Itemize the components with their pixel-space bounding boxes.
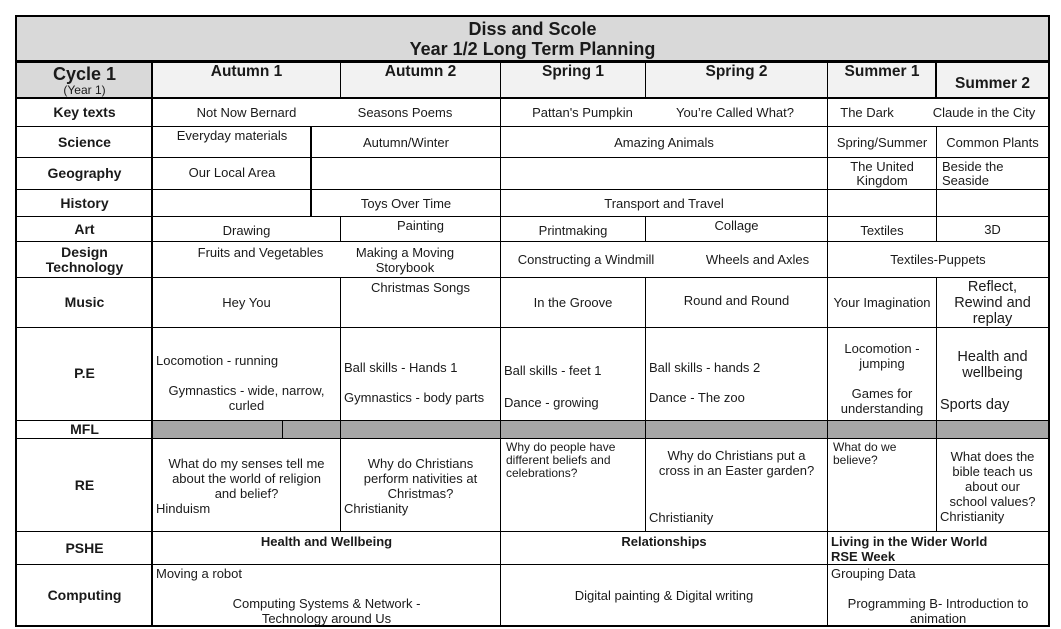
music-summer1: Your Imagination [833,295,931,310]
pe-summer2-unit1: Health and wellbeing [957,349,1028,381]
pe-summer2 [937,328,1048,420]
plan-title: Year 1/2 Long Term Planning [409,38,656,59]
grid-line [645,62,646,98]
art-spring2: Collage [714,218,759,233]
row-label-art: Art [74,220,95,237]
history-spring: Transport and Travel [604,195,724,211]
key-text-spring2: You’re Called What? [675,105,795,120]
science-spring: Amazing Animals [614,134,714,150]
computing-autumn-unit2: Computing Systems & Network - Technology around Us [232,596,421,626]
row-label-science: Science [58,133,111,150]
pe-spring2-unit1: Ball skills - hands 2 [649,360,761,375]
row-label-key-texts: Key texts [53,104,116,120]
re-summer1: What do we believe? [833,440,897,467]
computing-summer [828,565,1048,626]
mfl-empty-row [153,421,1048,438]
geography-autumn2 [312,158,500,189]
grid-line [15,327,1050,328]
grid-line [15,157,1050,158]
pshe-summer-rse: RSE Week [831,549,896,564]
cycle-sublabel: (Year 1) [63,82,106,97]
pe-autumn2-unit1: Ball skills - Hands 1 [344,360,458,375]
grid-line [500,61,501,627]
row-label-history: History [60,194,109,211]
geography-summer1: The United Kingdom [850,158,914,188]
re-spring2-question: Why do Christians put a cross in an Easter garden? [658,447,815,478]
computing-summer-unit2: Programming B- Introduction to animation [847,596,1029,626]
term-header-summer2: Summer 2 [937,62,1048,98]
history-autumn1 [153,190,311,216]
music-autumn2: Christmas Songs [371,280,470,295]
pe-summer1-unit1: Locomotion - jumping [844,341,920,371]
grid-line [15,61,1050,63]
dt-spring2: Wheels and Axles [705,252,810,267]
cycle-header [17,62,152,98]
pe-spring1-unit1: Ball skills - feet 1 [504,362,602,378]
dt-summer: Textiles-Puppets [890,252,986,267]
re-autumn2-question: Why do Christians perform nativities at Christmas? [363,456,478,501]
school-name: Diss and Scole [468,18,597,39]
row-label-mfl: MFL [70,421,99,437]
key-text-spring1: Pattan's Pumpkin [532,105,633,120]
grid-line [827,61,828,627]
cycle-label: Cycle 1 [52,63,117,84]
row-label-computing: Computing [47,586,122,603]
science-summer2: Common Plants [946,134,1039,150]
grid-line [15,126,1050,127]
grid-line [15,531,1050,532]
pshe-spring: Relationships [621,534,707,549]
music-summer2: Reflect, Rewind and replay [954,278,1031,327]
art-autumn1: Drawing [222,223,271,238]
grid-line [15,420,1050,421]
term-header-autumn2: Autumn 2 [341,62,500,98]
computing-autumn [153,565,500,626]
pe-spring1 [501,328,645,420]
pshe-summer-topic: Living in the Wider World [831,534,988,549]
re-autumn2-religion: Christianity [344,501,409,516]
grid-line [936,277,937,532]
grid-line [15,277,1050,278]
dt-autumn2: Making a Moving Storybook [355,245,455,275]
art-spring1: Printmaking [538,223,608,238]
row-label-re: RE [74,476,95,493]
key-text-summer1: The Dark [840,105,894,120]
history-autumn2: Toys Over Time [360,195,452,211]
re-autumn1 [153,439,340,531]
grid-line [340,277,341,421]
science-autumn1: Everyday materials [176,128,288,143]
dt-label-line2: Technology [45,258,124,275]
grid-line [645,216,646,242]
dt-autumn1: Fruits and Vegetables [197,245,324,260]
computing-summer-unit1: Grouping Data [831,566,916,581]
grid-line [151,61,153,627]
geography-spring [501,158,827,189]
pe-summer1 [828,328,936,420]
computing-autumn-unit1: Moving a robot [156,566,242,581]
pe-spring1-unit2: Dance - growing [504,394,599,410]
re-spring2 [646,439,827,531]
re-summer2 [937,439,1048,531]
grid-line [15,216,1050,217]
term-header-spring1: Spring 1 [501,62,645,98]
pe-spring2 [646,328,827,420]
grid-line [15,438,1050,439]
row-label-music: Music [64,294,105,310]
grid-line [310,126,312,216]
key-text-summer2: Claude in the City [932,105,1036,120]
row-label-design-technology [17,242,152,277]
pe-autumn1-unit1: Locomotion - running [156,352,279,368]
re-autumn2 [341,439,500,531]
grid-line [340,420,341,532]
art-autumn2: Painting [397,218,444,233]
pe-autumn2-unit2: Gymnastics - body parts [344,390,485,405]
pe-autumn1-unit2: Gymnastics - wide, narrow, curled [168,382,325,413]
dt-spring1: Constructing a Windmill [517,252,655,267]
term-header-autumn1: Autumn 1 [153,62,340,98]
grid-line [15,97,1050,99]
re-autumn1-religion: Hinduism [156,501,211,516]
grid-line [645,277,646,532]
pe-summer1-unit2: Games for understanding [840,386,924,416]
pe-summer2-unit2: Sports day [940,397,1010,413]
re-spring2-religion: Christianity [649,509,714,525]
re-autumn1-question: What do my senses tell me about the world of religion and belief? [168,456,325,501]
grid-line [340,216,341,242]
row-label-geography: Geography [47,165,122,181]
pe-autumn1 [153,328,340,420]
history-summer2 [937,190,1048,216]
history-summer1 [828,190,936,216]
music-spring1: In the Groove [533,295,613,310]
key-text-autumn2: Seasons Poems [357,105,453,120]
row-label-pshe: PSHE [65,539,104,556]
grid-line [936,126,937,242]
grid-line [935,61,937,98]
key-text-autumn1: Not Now Bernard [196,105,297,120]
music-spring2: Round and Round [683,293,790,308]
pshe-autumn: Health and Wellbeing [260,534,393,549]
computing-spring: Digital painting & Digital writing [574,588,754,603]
grid-line [15,189,1050,190]
term-header-summer1: Summer 1 [828,62,936,98]
geography-autumn1: Our Local Area [188,165,276,180]
term-header-spring2: Spring 2 [646,62,827,98]
art-summer2: 3D [984,221,1001,237]
re-summer2-religion: Christianity [940,508,1005,524]
geography-summer2: Beside the Seaside [942,158,1004,188]
grid-line [15,564,1050,565]
science-autumn2: Autumn/Winter [363,134,449,150]
pshe-summer [828,532,1048,564]
re-summer2-question: What does the bible teach us about our school values? [949,448,1036,509]
pe-spring2-unit2: Dance - The zoo [649,390,745,405]
row-label-pe: P.E [74,365,95,381]
grid-line [340,62,341,98]
dt-label-line1: Design [61,243,108,260]
grid-line [15,241,1050,242]
grid-line [282,420,283,438]
pe-autumn2 [341,328,500,420]
art-summer1: Textiles [860,223,904,238]
music-autumn1: Hey You [222,295,271,310]
science-summer1: Spring/Summer [836,134,928,150]
re-spring1: Why do people have different beliefs and celebrations? [506,440,616,480]
